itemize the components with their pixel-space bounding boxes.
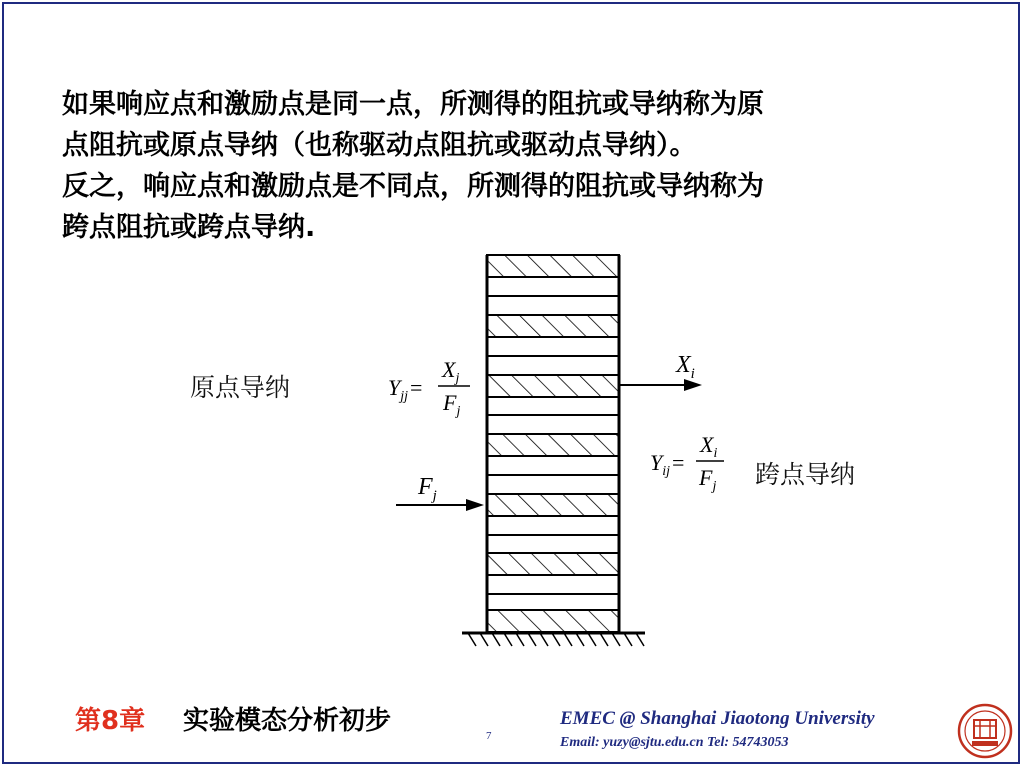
text-line: 跨点阻抗或跨点导纳. <box>62 212 316 243</box>
floor-slab <box>487 375 619 397</box>
text-line: 点阻抗或原点导纳（也称驱动点阻抗或驱动点导纳）。 <box>62 130 697 161</box>
floor-slab <box>487 315 619 337</box>
force-label: $F_j$ <box>418 474 437 504</box>
ground-hatch <box>468 633 644 646</box>
force-arrowhead <box>466 499 484 511</box>
floor-slab <box>487 494 619 516</box>
university-logo-icon <box>957 703 1013 759</box>
point-admittance-equation <box>388 357 470 419</box>
chapter-label: 第8章 <box>75 706 146 736</box>
affiliation: EMEC @ Shanghai Jiaotong University <box>560 708 875 729</box>
svg-text:Yij=: $Y_{ij}=$ <box>650 450 685 479</box>
label-point-admittance: 原点导纳 <box>190 373 291 402</box>
floor-slab <box>487 610 619 632</box>
text-line: 如果响应点和激励点是同一点，所测得的阻抗或导纳称为原 <box>62 89 764 120</box>
chapter-title: 实验模态分析初步 <box>183 706 392 736</box>
page-number: 7 <box>486 730 492 742</box>
response-label: $X_i$ <box>676 352 695 382</box>
floor-slab <box>487 255 619 277</box>
svg-text:Yjj=: $Y_{jj}=$ <box>388 375 423 404</box>
floor-slab <box>487 434 619 456</box>
svg-text:Fj: $F_j$ <box>443 390 461 419</box>
cross-admittance-equation <box>650 432 724 494</box>
svg-text:Fj: $F_j$ <box>699 465 717 494</box>
contact-info: Email: yuzy@sjtu.edu.cn Tel: 54743053 <box>560 735 789 750</box>
svg-text:Xj: $X_j$ <box>442 357 460 386</box>
floor-slab <box>487 553 619 575</box>
label-cross-admittance: 跨点导纳 <box>755 460 856 489</box>
svg-text:Xi: $X_i$ <box>700 432 718 461</box>
text-line: 反之，响应点和激励点是不同点，所测得的阻抗或导纳称为 <box>62 171 764 202</box>
floor-slabs <box>487 255 619 632</box>
